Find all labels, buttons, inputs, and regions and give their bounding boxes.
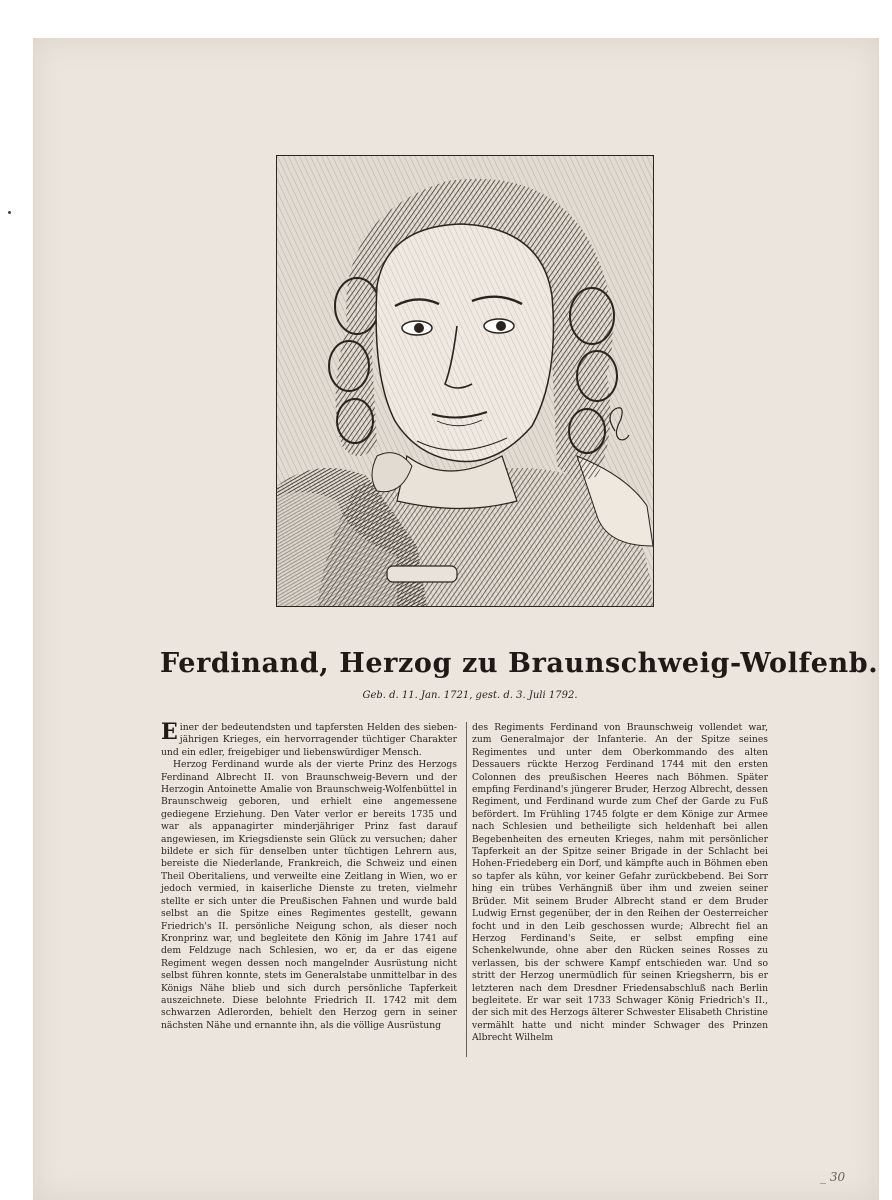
article-paragraph-1 bbox=[161, 719, 457, 759]
article-paragraph-2: Herzog Ferdinand wurde als der vierte Prinz des Herzogs Ferdinand Albrecht II. von Braunschweig-Bevern und der Herzogin Antoinette Amalie von Braunschweig-Wolfenbüttel in Braunschweig geboren, und erhielt eine angemessene gediegene Erziehung. Den Vater verlor er bereits 1735 und war als appanagirter minderjähriger Prinz fast darauf angewiesen, im Kriegsdienste sein Glück zu versuchen; daher bildete er sich für denselben unter tüchtigen Lehrern aus, bereiste die Niederlande, Frankreich, die Schweiz und einen Theil Oberitaliens, und verweilte eine Zeitlang in Wien, wo er jedoch vermied, in kaiserliche Dienste zu treten, vielmehr stellte er sich unter die Preußischen Fahnen und wurde bald selbst an die Spitze eines Regimentes gestellt, gewann Friedrich's II. persönliche Neigung schon, als dieser noch Kronprinz war, und begleitete den König im Jahre 1741 auf dem Feldzuge nach Schlesien, wo er, da er das eigene Regiment wegen dessen noch mangelnder Ausrüstung nicht selbst führen konnte, stets im Generalstabe unmittelbar in des Königs Nähe blieb und sich durch persönliche Tapferkeit auszeichnete. Diese belohnte Friedrich II. 1742 mit dem schwarzen Adlerorden, behielt den Herzog gern in seiner nächsten Nähe und ernannte ihn, als die völlige Ausrüstung bbox=[161, 759, 457, 1031]
drop-cap: E bbox=[161, 719, 178, 745]
article-column-right bbox=[472, 722, 768, 1045]
article-paragraph-1-text: iner der bedeutendsten und tapfersten Helden des sieben-jährigen Krieges, ein hervorragender tüchtiger Charakter und ein edler, freigebiger und liebenswürdiger Mensch. bbox=[161, 722, 457, 758]
page-title: Ferdinand, Herzog zu Braunschweig-Wolfenb. bbox=[160, 648, 879, 679]
page-subtitle: Geb. d. 11. Jan. 1721, gest. d. 3. Juli 1792. bbox=[362, 690, 578, 701]
portrait-engraving bbox=[276, 155, 654, 607]
edge-mark bbox=[8, 211, 11, 214]
column-divider bbox=[466, 722, 467, 1057]
article-paragraph-3: des Regiments Ferdinand von Braunschweig vollendet war, zum Generalmajor der Infanterie. An der Spitze seines Regimentes und unter dem Oberkommando des alten Dessauers rückte Herzog Ferdinand 1744 mit den ersten Colonnen des preußischen Heeres nach Böhmen. Später empfing Ferdinand's jüngerer Bruder, Herzog Albrecht, dessen Regiment, und Ferdinand wurde zum Chef der Garde zu Fuß befördert. Im Frühling 1745 folgte er dem Könige zur Armee nach Schlesien und betheiligte sich heldenhaft bei allen Begebenheiten des erneuten Krieges, nahm mit persönlicher Tapferkeit an der Spitze seiner Brigade in der Schlacht bei Hohen-Friedeberg ein Dorf, und kämpfte auch in Böhmen eben so tapfer als kühn, vor keiner Gefahr zurückbebend. Bei Sorr hing ein trübes Verhängniß über ihm und zweien seiner Brüder. Mit seinem Bruder Albrecht stand er dem Bruder Ludwig Ernst gegenüber, der in den Reihen der Oesterreicher focht und in den Leib geschossen wurde; Albrecht fiel an Herzog Ferdinand's Seite, er selbst empfing eine Schenkelwunde, ohne aber den Rücken seines Rosses zu verlassen, bis der schwere Kampf entschieden war. Und so stritt der Herzog unermüdlich für seinen Kriegsherrn, bis er letzteren nach dem Dresdner Friedensabschluß nach Berlin begleitete. Er war seit 1733 Schwager König Friedrich's II., der sich mit des Herzogs älterer Schwester Elisabeth Christine vermählt hatte und nicht minder Schwager des Prinzen Albrecht Wilhelm bbox=[472, 722, 768, 1044]
article-column-left bbox=[161, 719, 457, 1032]
portrait-illustration bbox=[277, 156, 653, 606]
page-number: _ 30 bbox=[820, 1170, 846, 1184]
